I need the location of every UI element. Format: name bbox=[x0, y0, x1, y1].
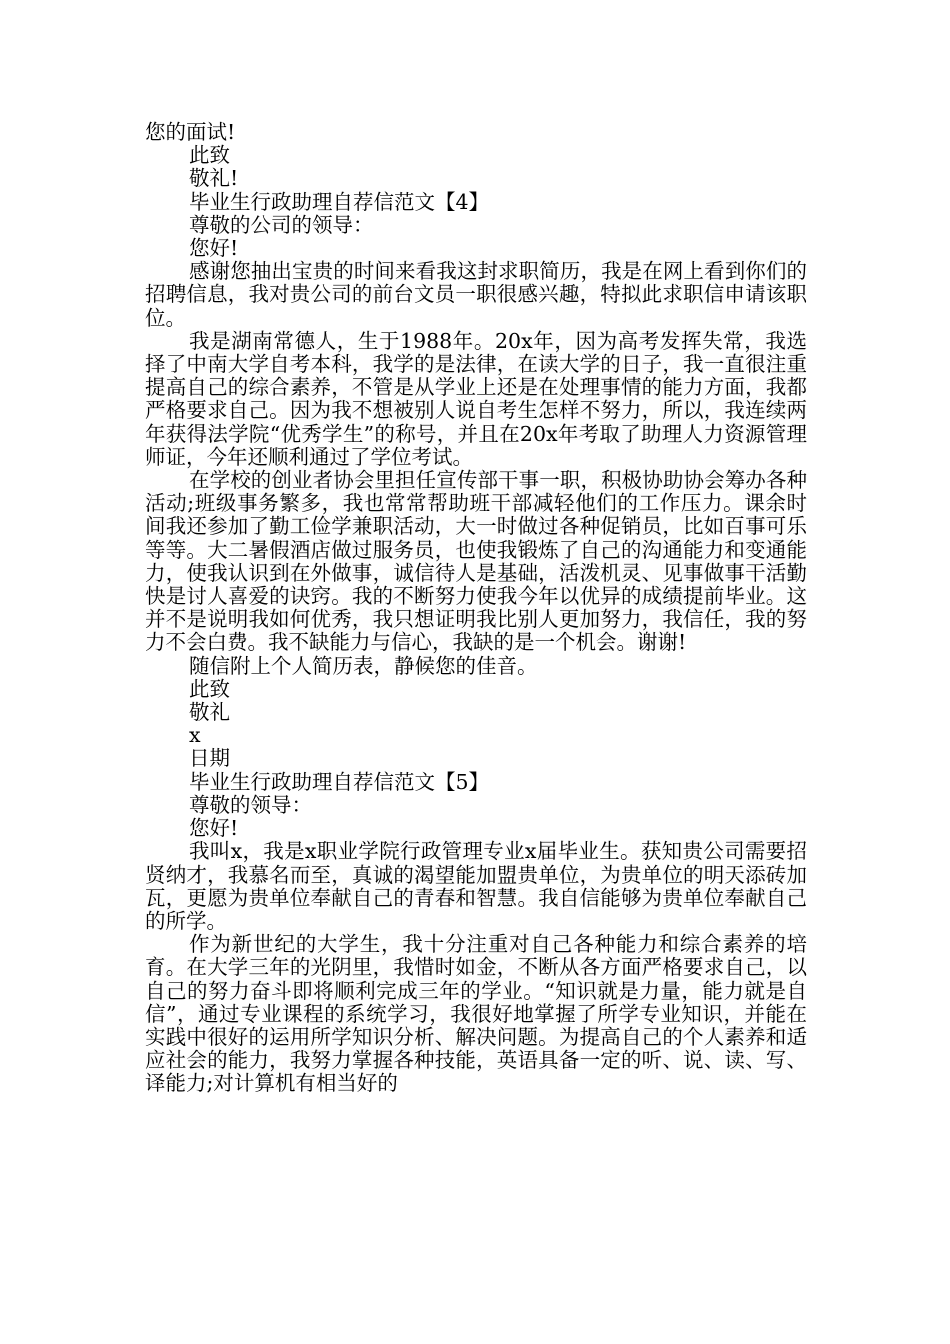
document-body bbox=[145, 121, 807, 1096]
paragraph: 敬礼 bbox=[189, 700, 230, 725]
paragraph: 我叫x，我是x职业学院行政管理专业x届毕业生。获知贵公司需要招贤纳才，我慕名而至，真诚的渴望能加盟贵单位，为贵单位的明天添砖加瓦，更愿为贵单位奉献自己的青春和智慧。我自信能够为贵单位奉献自己的所学。 bbox=[145, 839, 807, 933]
paragraph: 感谢您抽出宝贵的时间来看我这封求职简历，我是在网上看到你们的招聘信息，我对贵公司的前台文员一职很感兴趣，特拟此求职信申请该职位。 bbox=[145, 259, 807, 330]
greeting: 您好! bbox=[189, 236, 239, 261]
signature: x bbox=[189, 723, 201, 748]
paragraph: 您的面试! bbox=[145, 120, 236, 144]
paragraph: 随信附上个人简历表，静候您的佳音。 bbox=[189, 653, 538, 678]
paragraph: 我是湖南常德人，生于1988年。20x年，因为高考发挥失常，我选择了中南大学自考本科，我学的是法律，在读大学的日子，我一直很注重提高自己的综合素养，不管是从学业上还是在处理事情的能力方面，我都严格要求自己。因为我不想被别人说自考生怎样不努力，所以，我连续两年获得法学院“优秀学生”的称号，并且在20x年考取了助理人力资源管理师证，今年还顺利通过了学位考试。 bbox=[145, 328, 807, 469]
paragraph: 此致 bbox=[189, 143, 230, 168]
section-heading: 毕业生行政助理自荐信范文【5】 bbox=[189, 769, 490, 794]
section-heading: 毕业生行政助理自荐信范文【4】 bbox=[189, 189, 490, 214]
date-line: 日期 bbox=[189, 746, 230, 771]
paragraph: 此致 bbox=[189, 676, 230, 701]
paragraph: 敬礼! bbox=[189, 166, 239, 191]
greeting: 您好! bbox=[189, 816, 239, 841]
paragraph: 作为新世纪的大学生，我十分注重对自己各种能力和综合素养的培育。在大学三年的光阴里，我惜时如金，不断从各方面严格要求自己，以自己的努力奋斗即将顺利完成三年的学业。“知识就是力量，能力就是自信”，通过专业课程的系统学习，我很好地掌握了所学专业知识，并能在实践中很好的运用所学知识分析、解决问题。为提高自己的个人素养和适应社会的能力，我努力掌握各种技能，英语具备一定的听、说、读、写、译能力;对计算机有相当好的 bbox=[145, 932, 807, 1096]
paragraph: 在学校的创业者协会里担任宣传部干事一职，积极协助协会筹办各种活动;班级事务繁多，我也常常帮助班干部减轻他们的工作压力。课余时间我还参加了勤工俭学兼职活动，大一时做过各种促销员，比如百事可乐等等。大二暑假酒店做过服务员，也使我锻炼了自己的沟通能力和变通能力，使我认识到在外做事，诚信待人是基础，活泼机灵、见事做事干活勤快是讨人喜爱的诀窍。我的不断努力使我今年以优异的成绩提前毕业。这并不是说明我如何优秀，我只想证明我比别人更加努力，我信任，我的努力不会白费。我不缺能力与信心，我缺的是一个机会。谢谢! bbox=[145, 468, 807, 655]
salutation: 尊敬的领导： bbox=[189, 792, 312, 817]
salutation: 尊敬的公司的领导： bbox=[189, 212, 374, 237]
